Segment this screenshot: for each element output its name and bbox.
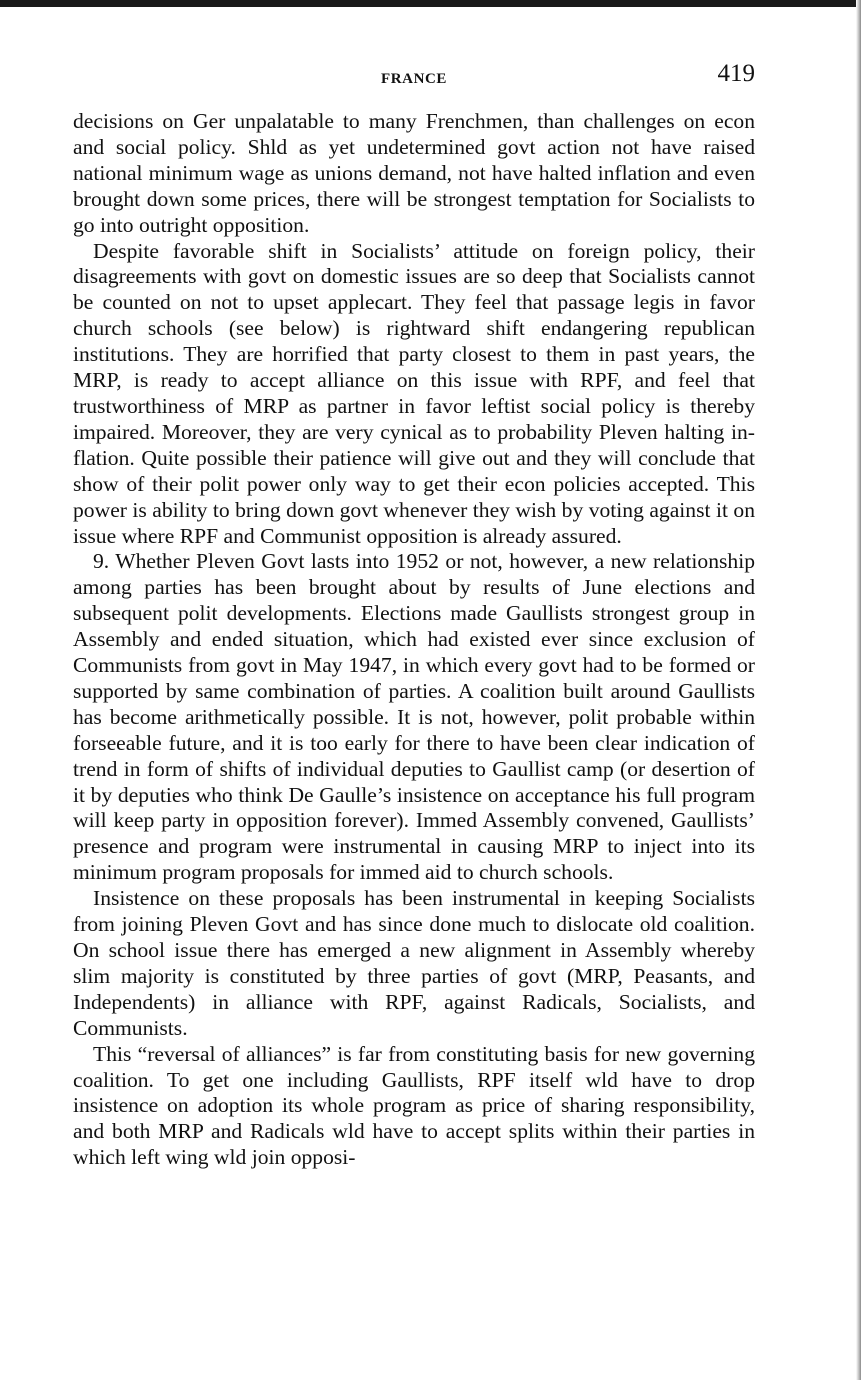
paragraph-section-9: 9. Whether Pleven Govt lasts into 1952 or not, however, a new relationship among parties has been brought about by results of June elections and subsequent polit developments. Elections made Gaullists strongest group in Assembly and ended situation, which had existed ever since exclusion of Communists from govt in May 1947, in which every govt had to be formed or supported by same combination of parties. A coalition built around Gaullists has become arithmetically possible. It is not, however, polit probable within forseeable future, and it is too early for there to have been clear indication of trend in form of shifts of individual deputies to Gaullist camp (or desertion of it by deputies who think De Gaulle’s insistence on acceptance his full program will keep party in opposition forever). Immed Assembly convened, Gaullists’ presence and program were instrumental in causing MRP to inject into its minimum program proposals for immed aid to church schools. bbox=[73, 549, 755, 885]
page-header bbox=[73, 58, 755, 94]
body-text bbox=[73, 109, 755, 1171]
page-edge-shadow bbox=[856, 0, 861, 1380]
running-head: FRANCE bbox=[380, 71, 448, 87]
paragraph-reversal-of-alliances: This “reversal of alliances” is far from constituting basis for new governing coalition. To get one including Gaullists, RPF itself wld have to drop insistence on adoption its whole program as price of sharing responsibility, and both MRP and Radicals wld have to accept splits within their parties in which left wing wld join opposi- bbox=[73, 1041, 755, 1170]
paragraph-continuation: decisions on Ger unpalatable to many Frenchmen, than challenges on econ and social policy. Shld as yet undetermined govt action not have raised national minimum wage as unions demand, not have halted inflation and even brought down some prices, there will be strongest temptation for Socialists to go into outright opposition. bbox=[73, 109, 755, 237]
paragraph-school-issue: Insistence on these proposals has been instrumental in keeping Socialists from joining Pleven Govt and has since done much to dislocate old coalition. On school issue there has emerged a new alignment in Assembly whereby slim majority is constituted by three parties of govt (MRP, Peasants, and Independents) in alliance with RPF, against Radicals, Socialists, and Communists. bbox=[73, 886, 755, 1040]
paragraph-socialists-disagreements: Despite favorable shift in Socialists’ attitude on foreign policy, their disagreements with govt on domestic issues are so deep that Socialists cannot be counted on not to upset applecart. They feel that passage legis in favor church schools (see below) is rightward shift endangering republican institutions. They are horrified that party closest to them in past years, the MRP, is ready to accept alliance on this issue with RPF, and feel that trustworthiness of MRP as partner in favor leftist social policy is thereby impaired. Moreover, they are very cynical as to probability Pleven halting inflation. Quite possible their patience will give out and they will conclude that show of their polit power only way to get their econ policies accepted. This power is ability to bring down govt whenever they wish by voting against it on issue where RPF and Communist opposition is already assured. bbox=[73, 238, 755, 548]
page-number: 419 bbox=[717, 60, 755, 87]
top-edge-rule bbox=[0, 0, 861, 7]
